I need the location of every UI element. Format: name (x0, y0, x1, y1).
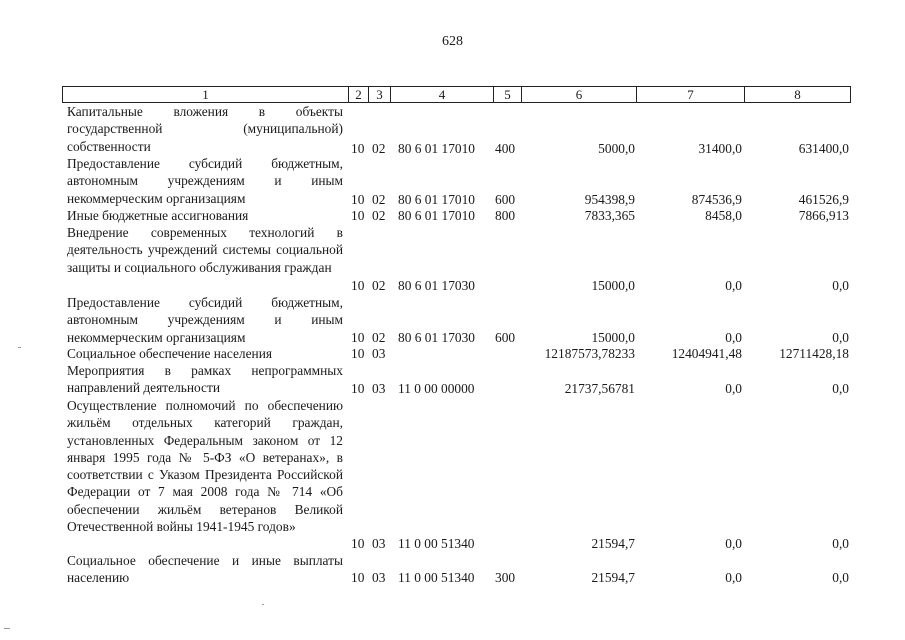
page-number: 628 (442, 34, 463, 49)
row-value-8: 631400,0 (798, 141, 849, 156)
scan-speck (262, 604, 264, 605)
header-col-8: 8 (794, 87, 801, 102)
row-value-6: 5000,0 (598, 141, 635, 156)
row-subsection: 02 (372, 141, 386, 156)
row-value-7: 8458,0 (705, 208, 742, 223)
row-target-code: 80 6 01 17010 (398, 208, 475, 223)
row-expense-type: 400 (495, 141, 516, 156)
row-value-8: 461526,9 (798, 192, 849, 207)
row-section: 10 (351, 330, 365, 345)
row-section: 10 (351, 192, 365, 207)
row-description: Социальное обеспечение населения (67, 346, 273, 361)
row-description: Мероприятия в рамках непрограммных направлений деятельности (67, 363, 343, 396)
row-section: 10 (351, 536, 365, 551)
row-target-code: 11 0 00 51340 (398, 570, 475, 585)
row-value-7: 12404941,48 (671, 346, 742, 361)
row-target-code: 80 6 01 17010 (398, 141, 475, 156)
row-expense-type: 600 (495, 330, 516, 345)
row-subsection: 03 (372, 536, 386, 551)
header-col-3: 3 (369, 87, 391, 102)
row-section: 10 (351, 278, 365, 293)
row-description: Осуществление полномочий по обеспечению жильём отдельных категорий граждан, установленных Федеральным законом от 12 января 1995 года № 5-ФЗ «О ветеранах», в соответствии с Указом Президента Российской Федерации от 7 мая 2008 года № 714 «Об обеспечении жильём ветеранов Великой Отечественной войны 1941-1945 годов» (67, 398, 343, 535)
row-expense-type: 600 (495, 192, 516, 207)
row-description: Предоставление субсидий бюджетным, автономным учреждениям и иным некоммерческим организациям (67, 156, 343, 206)
row-value-7: 0,0 (725, 381, 742, 396)
row-target-code: 11 0 00 51340 (398, 536, 475, 551)
row-target-code: 80 6 01 17030 (398, 278, 475, 293)
row-section: 10 (351, 208, 365, 223)
header-col-5: 5 (494, 87, 522, 102)
row-value-7: 0,0 (725, 570, 742, 585)
row-value-6: 21594,7 (591, 536, 635, 551)
header-col-6: 6 (522, 87, 637, 102)
row-value-8: 0,0 (832, 278, 849, 293)
row-subsection: 02 (372, 278, 386, 293)
row-target-code: 80 6 01 17010 (398, 192, 475, 207)
row-value-8: 0,0 (832, 570, 849, 585)
row-subsection: 02 (372, 192, 386, 207)
header-col-2: 2 (349, 87, 369, 102)
header-col-1: 1 (63, 87, 349, 102)
row-description: Капитальные вложения в объекты государственной (муниципальной) собственности (67, 104, 343, 154)
row-value-7: 0,0 (725, 536, 742, 551)
row-value-6: 15000,0 (591, 330, 635, 345)
row-value-7: 31400,0 (698, 141, 742, 156)
row-section: 10 (351, 141, 365, 156)
row-value-6: 954398,9 (584, 192, 635, 207)
row-subsection: 03 (372, 570, 386, 585)
row-value-7: 0,0 (725, 330, 742, 345)
row-description: Внедрение современных технологий в деятельность учреждений системы социальной защиты и социального обслуживания граждан (67, 225, 343, 275)
row-section: 10 (351, 346, 365, 361)
row-subsection: 03 (372, 346, 386, 361)
row-value-8: 7866,913 (798, 208, 849, 223)
scan-speck (4, 628, 10, 629)
row-expense-type: 300 (495, 570, 516, 585)
row-section: 10 (351, 570, 365, 585)
row-value-8: 12711428,18 (779, 346, 849, 361)
row-value-6: 12187573,78233 (544, 346, 635, 361)
row-value-6: 15000,0 (591, 278, 635, 293)
row-subsection: 03 (372, 381, 386, 396)
row-target-code: 80 6 01 17030 (398, 330, 475, 345)
header-col-4: 4 (391, 87, 494, 102)
row-section: 10 (351, 381, 365, 396)
row-description: Иные бюджетные ассигнования (67, 208, 249, 223)
row-subsection: 02 (372, 208, 386, 223)
scan-speck (18, 347, 21, 348)
row-expense-type: 800 (495, 208, 516, 223)
row-value-7: 874536,9 (691, 192, 742, 207)
row-description: Предоставление субсидий бюджетным, автономным учреждениям и иным некоммерческим организациям (67, 295, 343, 345)
header-col-7: 7 (637, 87, 745, 102)
row-value-8: 0,0 (832, 381, 849, 396)
row-value-8: 0,0 (832, 536, 849, 551)
row-description: Социальное обеспечение и иные выплаты населению (67, 553, 343, 586)
row-value-6: 21737,56781 (564, 381, 635, 396)
row-subsection: 02 (372, 330, 386, 345)
row-value-7: 0,0 (725, 278, 742, 293)
row-value-6: 7833,365 (584, 208, 635, 223)
row-value-6: 21594,7 (591, 570, 635, 585)
row-target-code: 11 0 00 00000 (398, 381, 475, 396)
row-value-8: 0,0 (832, 330, 849, 345)
